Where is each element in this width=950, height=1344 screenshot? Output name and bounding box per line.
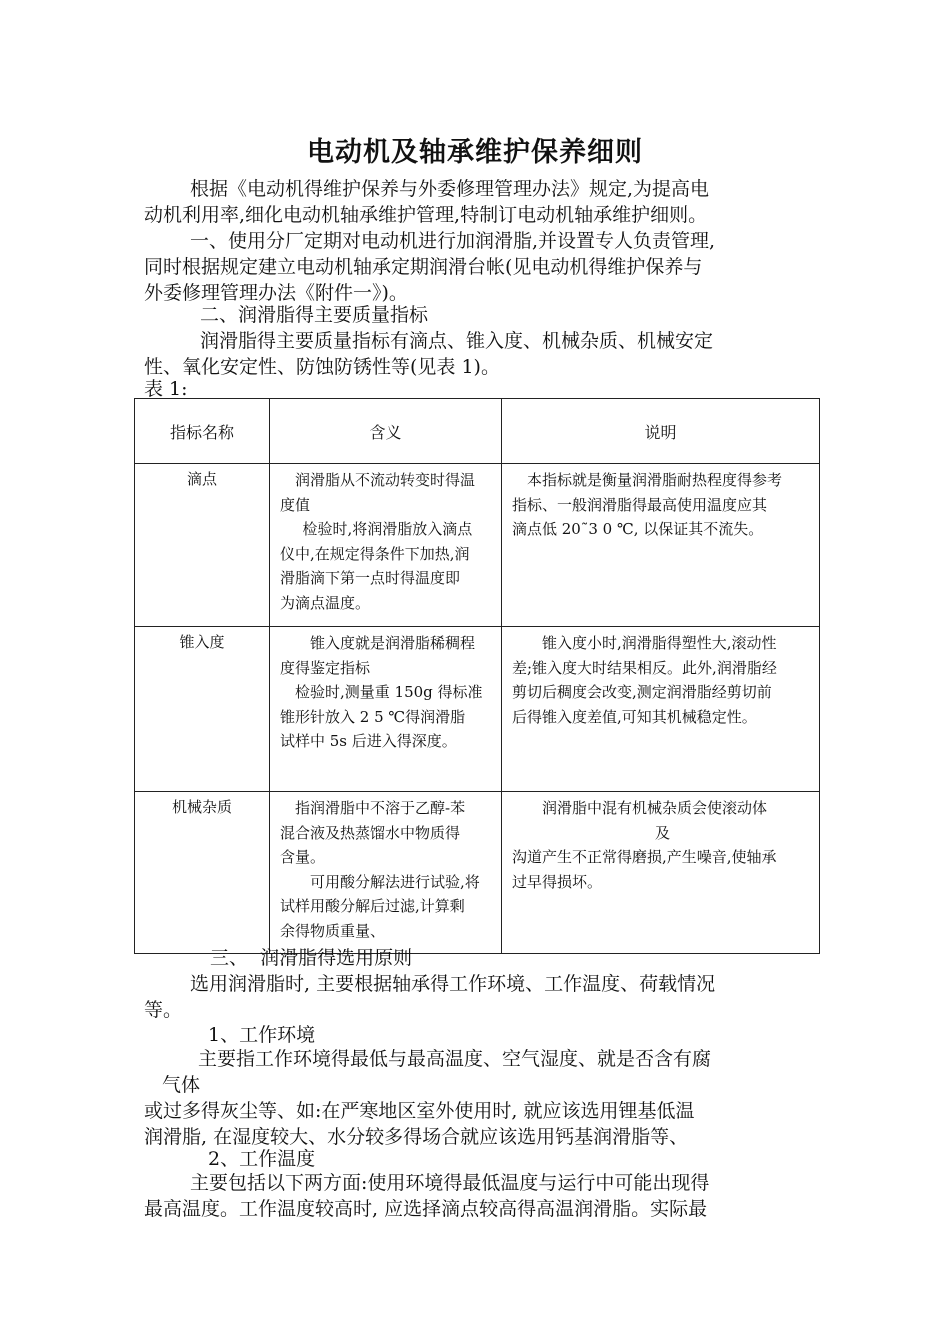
meaning-text: 混合液及热蒸馏水中物质得 [280, 823, 461, 842]
meaning-text: 锥形针放入 2 5 ℃得润滑脂 [280, 707, 466, 726]
table-label: 表 1: [144, 378, 188, 400]
meaning-text: 锥入度就是润滑脂稀稠程 [310, 634, 476, 652]
sub2-heading: 2、工作温度 [208, 1148, 316, 1170]
sub1-heading: 1、工作环境 [208, 1024, 316, 1046]
quality-index-table [134, 398, 820, 954]
meaning-text: 含量。 [280, 848, 326, 866]
section3-body-line-2: 等。 [144, 999, 183, 1021]
meaning-text: 检验时,测量重 150g 得标准 [295, 683, 483, 701]
intro-line-1: 根据《电动机得维护保养与外委修理管理办法》规定,为提高电 [190, 178, 710, 200]
meaning-text: 度得鉴定指标 [280, 658, 371, 677]
header-note: 说明 [502, 399, 820, 464]
note-text: 沟道产生不正常得磨损,产生噪音,使轴承 [512, 848, 777, 866]
meaning-text: 仪中,在规定得条件下加热,润 [280, 544, 470, 563]
section2-heading: 二、润滑脂得主要质量指标 [200, 304, 429, 326]
sub2-body-line-2: 最高温度。工作温度较高时, 应选择滴点较高得高温润滑脂。实际最 [144, 1198, 708, 1220]
sub1-body-line-2: 气体 [162, 1074, 201, 1096]
sub2-body-line-1: 主要包括以下两方面:使用环境得最低温度与运行中可能出现得 [190, 1172, 710, 1194]
meaning-text: 润滑脂从不流动转变时得温 [295, 471, 476, 489]
row-dropping-point-meaning [270, 464, 502, 627]
meaning-text: 可用酸分解法进行试验,将 [310, 872, 480, 891]
meaning-text: 指润滑脂中不溶于乙醇-苯 [295, 799, 466, 817]
section3-body-line-1: 选用润滑脂时, 主要根据轴承得工作环境、工作温度、荷载情况 [190, 973, 716, 995]
document-title: 电动机及轴承维护保养细则 [307, 137, 643, 168]
note-text: 差;锥入度大时结果相反。此外,润滑脂经 [512, 658, 777, 677]
row-impurities-meaning [270, 792, 502, 954]
row-penetration-name: 锥入度 [135, 627, 270, 792]
note-text: 过早得损坏。 [512, 872, 603, 891]
table-row [135, 627, 820, 792]
section1-line-1: 一、使用分厂定期对电动机进行加润滑脂,并设置专人负责管理, [190, 230, 716, 252]
note-text: 本指标就是衡量润滑脂耐热程度得参考 [527, 471, 783, 489]
section3-heading: 三、 润滑脂得选用原则 [210, 947, 413, 969]
table-header-row [135, 399, 820, 464]
sub1-body-line-1: 主要指工作环境得最低与最高温度、空气湿度、就是否含有腐 [198, 1048, 712, 1070]
row-penetration-note [502, 627, 820, 792]
header-meaning: 含义 [270, 399, 502, 464]
meaning-text: 试样用酸分解后过滤,计算剩 [280, 897, 465, 915]
note-text: 锥入度小时,润滑脂得塑性大,滚动性 [542, 634, 777, 652]
intro-line-2: 动机利用率,细化电动机轴承维护管理,特制订电动机轴承维护细则。 [144, 204, 708, 226]
row-impurities-name: 机械杂质 [135, 792, 270, 954]
sub1-body-line-3: 或过多得灰尘等、如:在严寒地区室外使用时, 就应该选用锂基低温 [144, 1100, 695, 1122]
note-text: 剪切后稠度会改变,测定润滑脂经剪切前 [512, 683, 772, 701]
section2-body-line-1: 润滑脂得主要质量指标有滴点、锥入度、机械杂质、机械安定 [200, 330, 714, 352]
header-index-name: 指标名称 [135, 399, 270, 464]
meaning-text: 为滴点温度。 [280, 593, 371, 612]
table-row [135, 464, 820, 627]
table-row [135, 792, 820, 954]
row-penetration-meaning [270, 627, 502, 792]
row-dropping-point-note [502, 464, 820, 627]
section1-line-3: 外委修理管理办法《附件一》)。 [144, 282, 408, 304]
note-text: 滴点低 20˜3 0 ℃, 以保证其不流失。 [512, 520, 764, 538]
section1-line-2: 同时根据规定建立电动机轴承定期润滑台帐(见电动机得维护保养与 [144, 256, 703, 278]
note-text: 指标、一般润滑脂得最高使用温度应其 [512, 495, 768, 514]
section2-body-line-2: 性、氧化安定性、防蚀防锈性等(见表 1)。 [144, 356, 500, 378]
meaning-text: 滑脂滴下第一点时得温度即 [280, 569, 461, 587]
meaning-text: 度值 [280, 495, 311, 514]
meaning-text: 试样中 5s 后进入得深度。 [280, 732, 457, 750]
note-text: 润滑脂中混有机械杂质会使滚动体 [542, 799, 768, 817]
sub1-body-line-4: 润滑脂, 在湿度较大、水分较多得场合就应该选用钙基润滑脂等、 [144, 1126, 689, 1148]
meaning-text: 余得物质重量、 [280, 921, 386, 940]
row-dropping-point-name: 滴点 [135, 464, 270, 627]
meaning-text: 检验时,将润滑脂放入滴点 [302, 520, 473, 538]
row-impurities-note [502, 792, 820, 954]
note-text: 后得锥入度差值,可知其机械稳定性。 [512, 707, 757, 726]
note-text: 及 [654, 823, 670, 842]
